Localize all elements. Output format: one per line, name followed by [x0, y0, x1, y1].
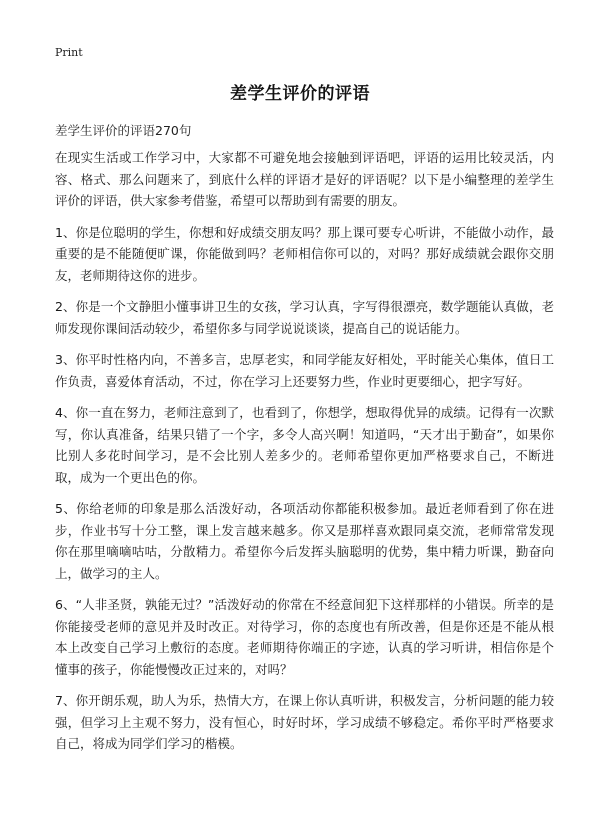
- comment-paragraph-1: 1、你是位聪明的学生，你想和好成绩交朋友吗？那上课可要专心听讲，不能做小动作，最重要的是不能随便旷课，你能做到吗？老师相信你可以的，对吗？那好成绩就会跟你交朋友，老师期待这你的进步。: [55, 224, 554, 283]
- comment-paragraph-5: 5、你给老师的印象是那么活泼好动，各项活动你都能积极参加。最近老师看到了你在进步，作业书写十分工整，课上发言越来越多。你又是那样喜欢跟同桌交流，老师常常发现你在那里嘀嘀咕咕，分散精力。希望你今后发挥头脑聪明的优势，集中精力听课，勤奋向上，做学习的主人。: [55, 501, 554, 581]
- comment-paragraph-7: 7、你开朗乐观，助人为乐，热情大方，在课上你认真听讲，积极发言，分析问题的能力较强，但学习上主观不努力，没有恒心，时好时坏，学习成绩不够稳定。希你平时严格要求自己，将成为同学们学习的楷模。: [55, 693, 554, 751]
- article-title: 差学生评价的评语: [230, 84, 370, 104]
- print-link[interactable]: Print: [55, 46, 83, 59]
- comment-paragraph-4: 4、你一直在努力，老师注意到了，也看到了，你想学，想取得优异的成绩。记得有一次默写，你认真准备，结果只错了一个字，多令人高兴啊！知道吗，“天才出于勤奋”，如果你比别人多花时间学习，是不会比别人差多少的。老师希望你更加严格要求自己，不断进取，成为一个更出色的你。: [55, 405, 554, 485]
- article-body: [55, 147, 554, 765]
- article-subtitle: 差学生评价的评语270句: [55, 123, 192, 138]
- comment-paragraph-2: 2、你是一个文静胆小懂事讲卫生的女孩，学习认真，字写得很漂亮，数学题能认真做，老师发现你课间活动较少，希望你多与同学说说谈谈，提高自己的说话能力。: [55, 299, 554, 336]
- comment-paragraph-3: 3、你平时性格内向，不善多言，忠厚老实，和同学能友好相处，平时能关心集体，值日工作负责，喜爱体育活动，不过，你在学习上还要努力些，作业时更要细心，把字写好。: [55, 352, 554, 389]
- intro-paragraph: 在现实生活或工作学习中，大家都不可避免地会接触到评语吧，评语的运用比较灵活，内容、格式、那么问题来了，到底什么样的评语才是好的评语呢？以下是小编整理的差学生评价的评语，供大家参考借鉴，希望可以帮助到有需要的朋友。: [55, 150, 554, 208]
- comment-paragraph-6: 6、“人非圣贤，孰能无过？”活泼好动的你常在不经意间犯下这样那样的小错误。所幸的是你能接受老师的意见并及时改正。对待学习，你的态度也有所改善，但是你还是不能从根本上改变自己学习上敷衍的态度。老师期待你端正的字迹，认真的学习听讲，相信你是个懂事的孩子，你能慢慢改正过来的，对吗？: [55, 597, 554, 677]
